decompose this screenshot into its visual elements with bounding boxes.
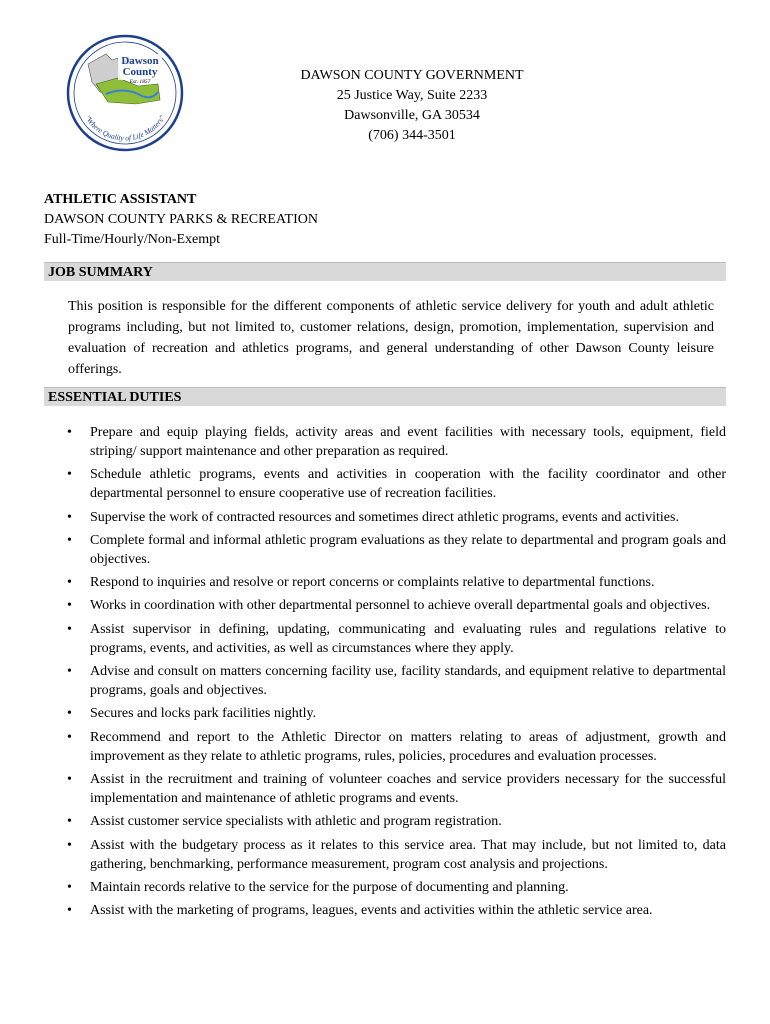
job-department: DAWSON COUNTY PARKS & RECREATION	[44, 212, 318, 227]
logo-line2: County	[122, 66, 158, 78]
address-line-2: Dawsonville, GA 30534	[344, 108, 480, 123]
duty-text: Assist in the recruitment and training of volunteer coaches and service providers necessary for the successful implementation and maintenance of athletic programs and events.	[90, 771, 726, 806]
bullet-icon: •	[67, 903, 72, 919]
duty-text: Recommend and report to the Athletic Director on matters relating to areas of adjustment, growth and improvement as they relate to athletic programs, rules, policies, procedures and evaluation processes.	[90, 729, 726, 764]
bullet-icon: •	[67, 575, 72, 591]
bullet-icon: •	[67, 598, 72, 614]
duty-text: Assist with the marketing of programs, leagues, events and activities within the athletic service area.	[90, 903, 653, 919]
bullet-icon: •	[67, 621, 72, 637]
duty-text: Secures and locks park facilities nightly.	[90, 706, 317, 722]
duty-text: Assist with the budgetary process as it relates to this service area. That may include, but not limited to, data gathering, benchmarking, performance measurement, program cost analysis and projections.	[90, 837, 726, 872]
duty-item	[66, 704, 726, 723]
job-summary-text: This position is responsible for the different components of athletic service delivery for youth and adult athletic programs including, but not limited to, customer relations, design, promotion, implementation, supervision and evaluation of recreation and athletics programs, and general understanding of other Dawson County leisure offerings.	[68, 299, 714, 377]
duty-text: Supervise the work of contracted resources and sometimes direct athletic programs, events and activities.	[90, 509, 679, 525]
duty-text: Schedule athletic programs, events and activities in cooperation with the facility coordinator and other departmental personnel to ensure cooperative use of recreation facilities.	[90, 467, 726, 502]
essential-duties-list	[66, 423, 726, 924]
duty-text: Assist customer service specialists with athletic and program registration.	[90, 814, 502, 830]
bullet-icon: •	[67, 509, 72, 525]
duty-text: Advise and consult on matters concerning facility use, facility standards, and equipment relative to departmental programs, goals and objectives.	[90, 664, 726, 699]
bullet-icon: •	[67, 425, 72, 440]
duty-item	[66, 423, 726, 461]
job-type: Full-Time/Hourly/Non-Exempt	[44, 232, 221, 247]
bullet-icon: •	[67, 532, 72, 548]
duty-item	[66, 901, 726, 920]
org-name: DAWSON COUNTY GOVERNMENT	[300, 68, 524, 83]
bullet-icon: •	[67, 706, 72, 722]
job-title: ATHLETIC ASSISTANT	[44, 192, 197, 207]
essential-duties-heading: ESSENTIAL DUTIES	[44, 387, 726, 406]
logo-motto: "Where Quality of Life Matters"	[83, 113, 167, 143]
government-header	[200, 66, 624, 146]
duty-item	[66, 531, 726, 569]
bullet-icon: •	[67, 729, 72, 745]
duty-item	[66, 836, 726, 874]
duty-item	[66, 812, 726, 831]
bullet-icon: •	[67, 814, 72, 830]
phone-number: (706) 344-3501	[368, 128, 456, 143]
logo-line1: Dawson	[121, 55, 159, 67]
bullet-icon: •	[67, 879, 72, 895]
bullet-icon: •	[67, 664, 72, 680]
job-summary-heading: JOB SUMMARY	[44, 262, 726, 281]
duty-item	[66, 573, 726, 592]
duty-item	[66, 878, 726, 897]
duty-item	[66, 596, 726, 615]
duty-text: Respond to inquiries and resolve or report concerns or complaints relative to departmental functions.	[90, 575, 655, 591]
duty-item	[66, 508, 726, 527]
dawson-county-seal-logo	[66, 34, 184, 152]
duty-item	[66, 770, 726, 808]
address-line-1: 25 Justice Way, Suite 2233	[336, 88, 488, 103]
duty-item	[66, 620, 726, 658]
duty-text: Complete formal and informal athletic program evaluations as they relate to departmental and program goals and objectives.	[90, 532, 726, 567]
duty-item	[66, 662, 726, 700]
bullet-icon: •	[67, 837, 72, 853]
job-title-block	[44, 190, 318, 250]
logo-est: Est. 1857	[129, 79, 151, 85]
duty-item	[66, 465, 726, 503]
bullet-icon: •	[67, 467, 72, 483]
duty-text: Assist supervisor in defining, updating, communicating and evaluating rules and regulations relative to programs, events, and activities, as well as circumstances where they apply.	[90, 621, 726, 656]
duty-text: Maintain records relative to the service for the purpose of documenting and planning.	[90, 879, 569, 895]
duty-text: Prepare and equip playing fields, activity areas and event facilities with necessary tools, equipment, field striping/ support maintenance and other preparation as required.	[90, 425, 726, 459]
bullet-icon: •	[67, 771, 72, 787]
duty-text: Works in coordination with other departmental personnel to achieve overall departmental goals and objectives.	[90, 598, 711, 614]
duty-item	[66, 728, 726, 766]
